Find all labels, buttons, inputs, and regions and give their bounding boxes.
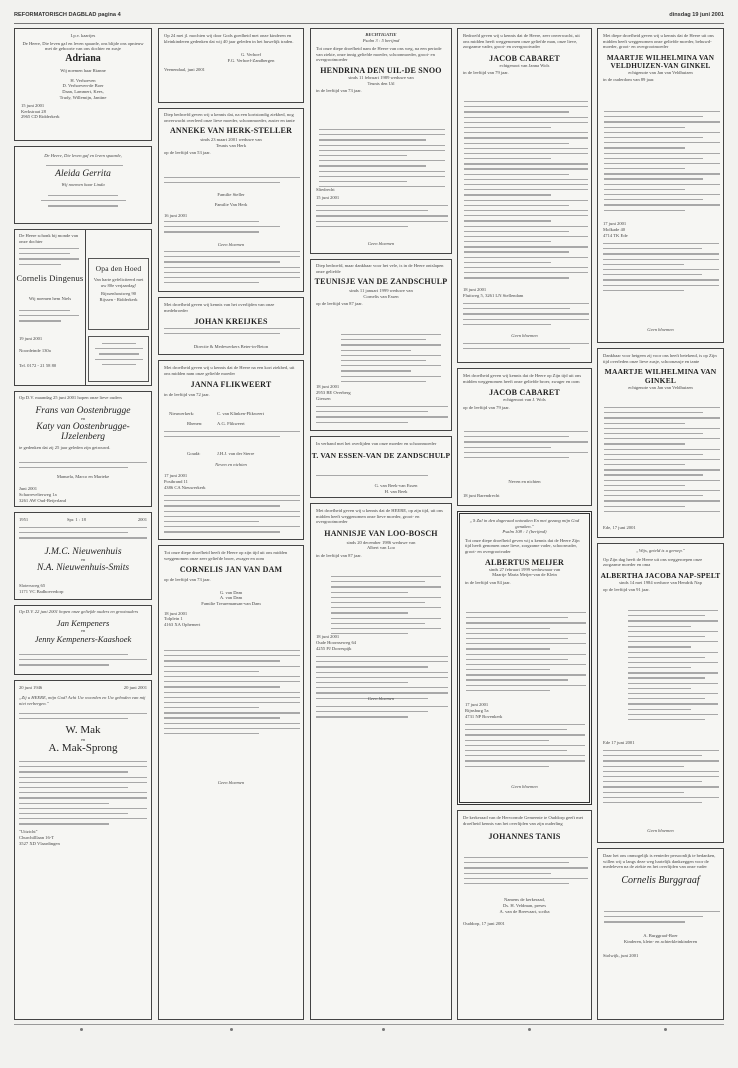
deceased-name: MAARTJE WILHELMINA VAN VELDHUIZEN-VAN GINKEL	[606, 53, 715, 70]
obituary-hendrina-den-uil	[310, 28, 452, 254]
ad-city: 1171 VC Badhoevedorp	[19, 589, 64, 594]
relative-3: Familie Treuremansan-van Dam	[201, 600, 261, 606]
registration-mark	[528, 1028, 531, 1031]
deceased-age: in de ouderdom van 89 jaar.	[603, 77, 655, 83]
ad-city: 3261 AW Oud-Beijerland	[19, 498, 67, 503]
ad-sign-2: H. van Beek	[384, 489, 408, 494]
deceased-name: JANNA FLIKWEERT	[190, 380, 272, 390]
relative-place-1: Nieuwerkerk:	[169, 411, 195, 416]
ad-sign: Directie & Medewerkers Beter-in-Beton	[193, 344, 269, 349]
ad-address: 2953 BE Overberg	[316, 390, 351, 395]
ad-anniversary-nieuwenhuis	[14, 512, 152, 600]
ad-line: De Heere, Die leven gaf en leven spaarde,	[44, 153, 122, 158]
deceased-sub: echtgenote van Jan van Veldhuizen	[628, 385, 693, 391]
obituary-janna-flikweert	[158, 360, 304, 540]
year-left: 1951	[19, 517, 29, 522]
deceased-sub: sinds 14 mei 1984 weduwe van Hendrik Nap	[619, 579, 702, 585]
ad-date: Ede 17 juni 2001	[603, 740, 635, 745]
ad-body: Van harte gefeliciteerd met uw 80e verjaardag!	[93, 277, 144, 288]
closing-note: Geen bloemen	[367, 241, 395, 246]
obituary-anneke-van-herk	[158, 108, 304, 292]
notice-van-essen	[310, 436, 452, 498]
ad-date: 16 juni 2001	[164, 213, 188, 218]
ad-quote: „Zij u HEERE, mijn God! Acht Uw woorden en Uw geboden van mij niet verbergen."	[19, 695, 146, 706]
siblings-2: Trudy, Willemijn, Jantine	[59, 94, 107, 100]
deceased-name: TEUNISJE VAN DE ZANDSCHULP	[314, 277, 448, 287]
ad-address: Postbrand 11	[164, 479, 188, 484]
obituary-intro: Met diepe droefheid geven wij u kennis dat de Heere uit ons midden heeft weggenomen onze geliefde moeder, behuwd-moeder, groot- en overgrootmoeder	[603, 33, 714, 50]
ad-title: Opa den Hoed	[95, 264, 142, 273]
birth-name: Cornelis Dingenus	[16, 273, 84, 283]
ad-sign: Manuela, Marco en Marieke	[56, 474, 110, 479]
obituary-intro: Op Zijn dag heeft de Heere uit ons weggeroepen onze zorgzame moeder en oma	[603, 556, 703, 568]
closing-note: Neven en nichten	[508, 479, 541, 484]
ad-address: Oude Hoornseweg 64	[316, 640, 357, 645]
deceased-age: in de leeftijd van 79 jaar.	[463, 70, 509, 76]
deceased-sub-2: Albert van Loo	[366, 545, 396, 551]
couple-and: en	[80, 557, 86, 562]
relative-name-2: A.G. Flikweert	[217, 421, 245, 426]
verse: Psalm 108 : 1 (berijmd)	[502, 529, 547, 535]
obituary-intro: Diep bedroefd geven wij u kennis dat, na een kortstondig ziekbed, nog onverwacht overleed onze lieve moeder, schoonmoeder, zuster en tante	[164, 112, 295, 123]
ad-anniversary-verhoef	[158, 28, 304, 103]
obituary-maartje-van-ginkel	[597, 348, 724, 538]
deceased-sub-1: sinds 27 februari 1999 weduwnaar van	[488, 566, 561, 572]
ad-city: 4386 CA Nieuwerkerk	[164, 485, 206, 490]
couple-and: en	[80, 416, 86, 422]
verse: Psalm 3 : 5 berijmd	[362, 37, 400, 43]
verse-ref: Spr. 1 : 18	[67, 517, 86, 522]
ad-date: 18 juni 2001	[463, 287, 487, 292]
ad-date: 17 juni 2001	[465, 702, 489, 707]
ad-date: 15 juni 2001	[316, 195, 340, 200]
couple-name-2: A. Mak-Sprong	[48, 742, 118, 754]
deceased-sub: echtgenoot van J. Wols	[503, 397, 546, 403]
ad-intro: Op D.V. maandag 25 juni 2001 hopen onze lieve ouders	[19, 395, 122, 400]
page-header-left: REFORMATORISCH DAGBLAD pagina 4	[14, 12, 121, 18]
ad-anniversary-mak	[14, 680, 152, 1020]
obituary-maartje-van-veldhuizen	[597, 28, 724, 343]
obituary-intro: Met droefheid geven wij kennis dat de Heere op Zijn tijd uit ons midden weggenomen heeft onze geliefde broer, zwager en oom	[463, 373, 582, 384]
ad-date: 18 juni Barendrecht	[463, 493, 500, 498]
obituary-intro: Dankbaar voor hetgeen zij voor ons heeft betekend, is op Zijn tijd overleden onze lieve zusje, schoonzusje en tante	[603, 353, 717, 364]
closing-note: Geen bloemen	[511, 784, 538, 789]
ad-city: 4163 XA Ophemert	[164, 621, 201, 627]
deceased-age: in de leeftijd van 72 jaar.	[164, 392, 210, 398]
obituary-johan-kreijkes	[158, 297, 304, 355]
ad-birth-adriana	[14, 28, 152, 141]
ad-date: Ouddorp, 17 juni 2001	[463, 921, 505, 926]
couple-and: en	[80, 737, 86, 742]
ad-top-line: I.p.v. kaartjes	[70, 33, 96, 38]
ad-date: 18 juni 2001	[316, 634, 340, 639]
deceased-age: op de leeftijd van 79 jaar.	[463, 404, 510, 410]
closing-note: Geen bloemen	[511, 333, 538, 338]
ad-phone: Tel. 0172 - 21 58 80	[19, 363, 57, 368]
obituary-cornelis-van-dam	[158, 545, 304, 1020]
deceased-age: in de leeftijd van 87 jaar.	[316, 552, 362, 558]
deceased-sub-2: Maartje Maria Meijer-van de Klein	[492, 572, 557, 578]
closing-note: Geen bloemen	[217, 242, 245, 247]
deceased-age: in de leeftijd van 73 jaar.	[316, 88, 362, 94]
ad-intro: Daar het ons onmogelijk is eenieder persoonlijk te bedanken, willen wij u langs deze weg hartelijk dankzeggen voor de medeleven na de ziekte en het overlijden van onze vader	[603, 853, 716, 870]
obituary-intro: Met droefheid geven wij u kennis dat de HEERE, op zijn tijd, uit ons midden heeft weggenomen onze lieve moeder, groot- en overgrootmoeder	[316, 508, 443, 525]
birth-name: Adriana	[65, 52, 101, 64]
deceased-sub: echtgenoot van Janna Wols	[499, 62, 550, 68]
ad-city: 4731 NP Bovenkerk	[465, 714, 503, 719]
ad-sign-1: Namens de kerkeraad,	[504, 897, 545, 902]
ad-address: Kerkstraat 28	[21, 108, 46, 114]
deceased-name: HENDRINA DEN UIL-DE SNOO	[320, 65, 442, 75]
ad-city: Giessen	[316, 396, 331, 401]
ad-address: Churchilllaan 16-T	[19, 835, 55, 840]
notice-intro: In verband met het overlijden van onze moeder en schoonmoeder	[316, 441, 437, 446]
closing-note: Geen bloemen	[647, 327, 674, 332]
ad-sign-1: G. Verhoef	[240, 52, 262, 58]
parent-2: D. Verhoeven-de Boer	[62, 83, 104, 89]
obituary-hannisje-van-loo	[310, 503, 452, 1020]
ad-date: 17 juni 2001	[164, 473, 188, 478]
obituary-albertha-nap	[597, 543, 724, 843]
couple-name-2: Jenny Kempeners-Kaashoek	[34, 633, 132, 644]
registration-mark	[664, 1028, 667, 1031]
ad-address: Molkade 40	[603, 227, 626, 232]
ad-header: BECHTIGATIE	[365, 32, 397, 37]
ad-address: Tolplein 1	[164, 616, 183, 622]
deceased-name: T. VAN ESSEN-VAN DE ZANDSCHULP	[311, 450, 451, 460]
ad-quote: „Wijs, geteld is u geroep."	[636, 548, 685, 553]
ad-city: 4714 TK Ede	[603, 233, 628, 238]
ad-opa-den-hoed	[88, 258, 149, 330]
obituary-intro: Diep bedroefd, maar dankbaar voor het vele, is in de Heere ontslapen onze geliefde	[316, 263, 444, 274]
deceased-name: Cornelis Burggraaf	[621, 874, 700, 886]
ad-body: te gedenken dat zij 25 jaar geleden zijn getrouwd.	[19, 444, 111, 450]
ad-date: 18 juni 2001	[164, 610, 188, 616]
obituary-intro: Tot onze diepe droefheid geven wij u kennis dat de Heere Zijn tijd heeft genomen onze lieve, zorgzame vader, schoonvader, groot- en overgrootvader	[465, 537, 580, 554]
notice-intro: De kerkeraad van de Hervormde Gemeente te Ouddorp geeft met droefheid kennis van het overlijden van zijn ouderling	[463, 815, 584, 826]
registration-mark	[80, 1028, 83, 1031]
ad-anniversary-oostenbrugge	[14, 391, 152, 507]
deceased-sub-1: sinds 11 januari 1999 weduwe van	[349, 288, 413, 294]
ad-address: Fluitweg 5, 3261 LN Stellendam	[463, 293, 524, 298]
obituary-intro: Met droefheid geven wij kennis van het overlijden van onze medebroeder	[164, 302, 275, 313]
ad-sign-1: A. Burggraaf-Boer	[643, 933, 678, 938]
couple-name-1: Frans van Oostenbrugge	[35, 405, 131, 416]
ad-sign-1: G. van Beek-van Essen	[374, 483, 418, 488]
ad-sign-3: A. van de Breevaart, scriba	[499, 909, 550, 914]
deceased-name: JOHANNES TANIS	[488, 832, 561, 842]
page-header	[14, 12, 724, 21]
obituary-jacob-cabaret-2	[457, 368, 592, 506]
deceased-name: CORNELIS JAN VAN DAM	[179, 565, 283, 575]
deceased-sub-2: Teunis den Uil	[367, 80, 395, 86]
ad-birth-aleida	[14, 146, 152, 224]
deceased-name: JACOB CABARET	[489, 388, 560, 398]
birth-name: Aleida Gerrita	[55, 168, 111, 179]
ad-date: Ede, 17 juni 2001	[603, 525, 636, 530]
ad-quote: „'k Zal in den dageraad ontwaken En met gezang mijn God genaken."	[469, 518, 580, 529]
header-rule	[14, 23, 724, 24]
ad-place: Veenendaal, juni 2001	[164, 67, 205, 73]
closing-note: Neven en nichten	[215, 462, 247, 467]
couple-name-1: Jan Kempeners	[56, 617, 110, 628]
ad-address: Scharrevelterweg 1a	[19, 492, 57, 497]
relative-2: A. van Dam	[219, 595, 243, 601]
deceased-name: HANNISJE VAN LOO-BOSCH	[324, 528, 438, 538]
deceased-sub: echtgenote van Jan van Veldhuizen	[628, 69, 693, 75]
deceased-name: MAARTJE WILHELMINA VAN GINKEL	[604, 367, 717, 385]
ad-intro: De Heere, Die leven gaf en leven spaarde, ons blijde ons opnieuw met de geboorte van ons dochter en zusje	[22, 40, 144, 52]
date-left: 20 juni 1946	[19, 685, 43, 690]
page-header-date: dinsdag 19 juni 2001	[669, 12, 724, 18]
deceased-age: op de leeftijd van 87 jaar.	[316, 301, 363, 307]
relative-place-2: Rhenen:	[187, 421, 203, 426]
ad-sign-2: F.G. Verhoef-Zandbergen	[227, 57, 275, 63]
registration-mark	[382, 1028, 385, 1031]
ad-address: Rijssenhoutweg 90	[100, 291, 137, 297]
closing-note: Geen bloemen	[217, 780, 245, 785]
closing-note: Geen bloemen	[647, 828, 674, 833]
deceased-sub-2: Cornelis van Essen	[363, 293, 399, 299]
deceased-age: op de leeftijd van 91 jaar.	[603, 587, 650, 593]
couple-name-1: J.M.C. Nieuwenhuis	[44, 547, 122, 557]
ad-address: Noordeinde 130a	[19, 348, 51, 353]
closing-note: Geen bloemen	[367, 696, 395, 701]
ad-date: 19 juni 2001	[19, 336, 43, 341]
deceased-sub-1: sinds 23 maart 2001 weduwe van	[200, 137, 262, 143]
ad-city: Rijssen - Ridderkerk	[99, 296, 138, 302]
notice-johannes-tanis	[457, 810, 592, 1020]
ad-intro: Op D.V. 22 juni 2001 hopen onze geliefde ouders en grootouders	[19, 609, 139, 614]
family-1: Familie Steller	[217, 192, 245, 197]
couple-name-1: W. Mak	[65, 724, 101, 736]
deceased-name: ANNEKE VAN HERK-STELLER	[169, 126, 293, 136]
obituary-teunisje	[310, 259, 452, 431]
deceased-name: ALBERTUS MEIJER	[485, 557, 564, 567]
ad-date: Stolwijk, juni 2001	[603, 953, 639, 958]
ad-address: Rijnsburg 5a	[465, 708, 489, 713]
relative-place-3: Goudà:	[187, 451, 201, 456]
footer-rule	[14, 1024, 724, 1025]
birth-sub: Wij noemen haar Linda	[61, 182, 105, 188]
deceased-age: op de leeftijd van 73 jaar.	[164, 577, 211, 583]
thanks-cornelis-burggraaf	[597, 848, 724, 1020]
ad-body: Op 24 mei jl. mochten wij door Gods goedheid met onze kinderen en kleinkinderen gedenken dat wij 40 jaar geleden in het huwelijk traden.	[164, 33, 294, 44]
ad-house-name: "Uitzicht"	[19, 829, 38, 834]
ad-birth-cornelis	[14, 229, 152, 386]
ad-city: 2965 CD Ridderkerk	[21, 114, 60, 120]
deceased-sub-2: Teunis van Herk	[215, 142, 247, 148]
deceased-name: ALBERTHA JACOBA NAP-SPELT	[600, 570, 721, 580]
deceased-sub-1: sinds 11 februari 1989 weduwe van	[348, 74, 414, 80]
ad-address: Slotersweg 65	[19, 583, 46, 588]
ad-intro: De Heere schonk bij monde van onze dochter	[19, 233, 79, 244]
ad-city: 4255 PJ Dorrespijk	[316, 646, 352, 651]
obituary-intro: Met droefheid geven wij u kennis dat de Heere na een kort ziekbed, uit ons midden nam onze geliefde moeder	[164, 365, 295, 376]
ad-date: 17 juni 2001	[603, 221, 627, 226]
deceased-age: op de leeftijd van 53 jaar.	[164, 150, 211, 156]
parent-1: H. Verhoeven	[70, 77, 96, 83]
birth-sub: Wij noemen hem Niels	[28, 296, 72, 301]
couple-name-2: Katy van Oostenbrugge-IJzelenberg	[36, 421, 130, 443]
ad-sign-2: Kinderen, klein- en achterkleinkinderen	[623, 939, 698, 944]
relative-1: G. van Dam	[219, 589, 243, 595]
relative-name-1: C. van Klinken-Flikweert	[217, 411, 265, 416]
obituary-jacob-cabaret-1	[457, 28, 592, 363]
couple-and: en	[80, 628, 86, 634]
registration-mark	[230, 1028, 233, 1031]
siblings-1: Daan, Lammert, Kees,	[62, 89, 104, 95]
ad-date: Juni 2001	[19, 486, 37, 491]
obituary-intro: Bedroefd geven wij u kennis dat de Heere, zeer onverwacht, uit ons midden heeft weggenomen onze geliefde man, onze lieve, zorgzame vader, groot- en overgrootvader	[463, 33, 580, 50]
year-right: 2001	[137, 517, 147, 522]
deceased-age: in de leeftijd van 84 jaar.	[465, 579, 511, 585]
ad-small-note	[88, 336, 149, 382]
couple-name-2: N.A. Nieuwenhuis-Smits	[36, 563, 130, 573]
ad-sign-2: Ds. H. Veldman, preses	[502, 903, 547, 908]
obituary-intro: Tot onze diepe droefheid nam de Heere van ons weg, na een periode van ziekte, onze innig geliefde moeder, schoonmoeder, groot- en overgrootmoeder	[316, 46, 442, 63]
relative-name-3: J.H.J. van der Sterre	[217, 451, 255, 456]
obituary-albertus-meijer	[457, 511, 592, 805]
ad-anniversary-kempeners	[14, 605, 152, 675]
obituary-intro: Tot onze diepe droefheid heeft de Heere op zijn tijd uit ons midden weggenomen onze zeer geliefde broer, zwager en oom	[164, 550, 288, 561]
ad-city: 3527 XD Vlaardingen	[19, 841, 60, 846]
ad-date: 15 juni 2001	[21, 103, 45, 109]
deceased-name: JOHAN KREIJKES	[194, 317, 268, 327]
birth-sub: Wij noemen haar Rianne	[60, 68, 106, 74]
ad-date: 18 juni 2001	[316, 384, 340, 389]
deceased-name: JACOB CABARET	[489, 53, 560, 63]
deceased-sub-1: sinds 20 december 1986 weduwe van	[346, 539, 416, 545]
family-2: Familie Van Herk	[214, 202, 248, 207]
date-right: 20 juni 2001	[123, 685, 147, 690]
place: Sliedrecht	[316, 187, 335, 192]
